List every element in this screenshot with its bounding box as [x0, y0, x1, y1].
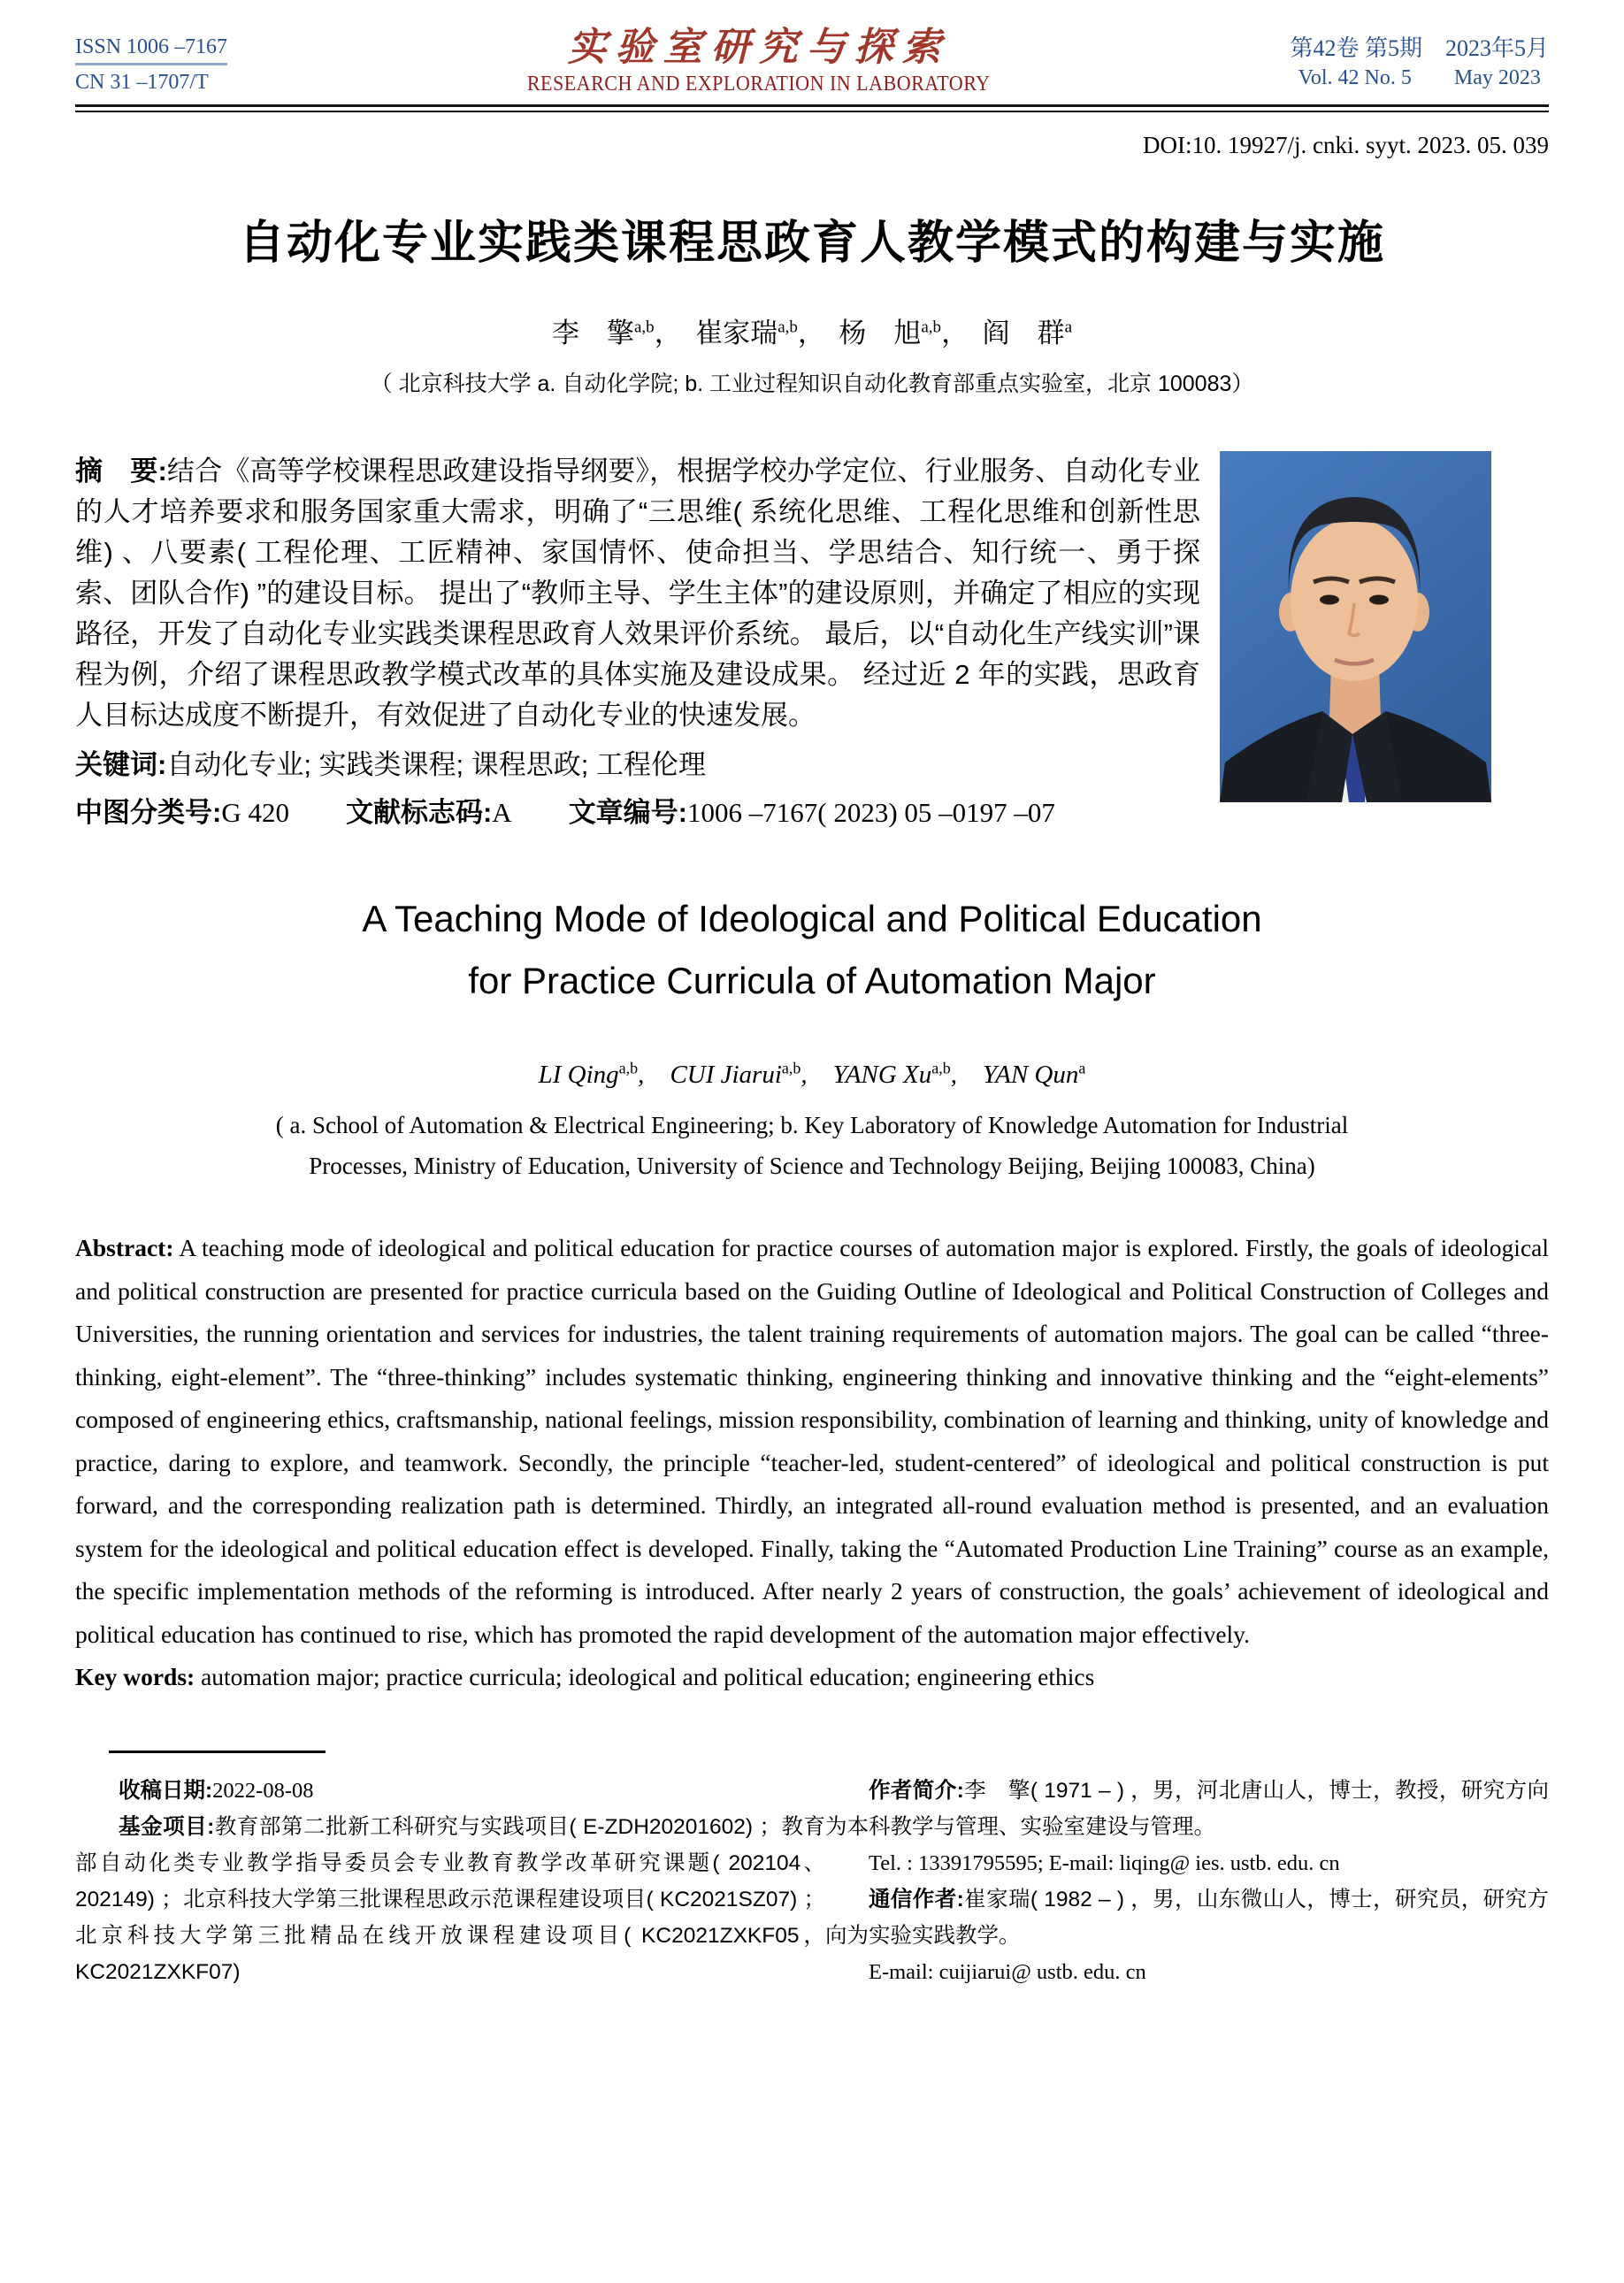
author-separator: , — [638, 1061, 670, 1089]
author-name-en: YANG Xu$^{a,b}$, — [832, 1059, 984, 1089]
corresponding-email-value: E-mail: cuijiarui@ ustb. edu. cn — [869, 1959, 1146, 1984]
author-separator: , — [801, 1061, 833, 1089]
abstract-label-chinese: 摘 要: — [75, 456, 167, 486]
classification-line — [75, 793, 1200, 833]
person-eye-right — [1369, 595, 1389, 605]
tel-email-line — [825, 1845, 1549, 1881]
article-id-label: 文章编号: — [568, 797, 688, 828]
issn-block — [75, 27, 227, 96]
article-id-value: 1006 –7167( 2023) 05 –0197 –07 — [687, 797, 1055, 828]
title-english-line2: for Practice Curricula of Automation Major — [468, 960, 1156, 1001]
article-title-chinese: 自动化专业实践类课程思政育人教学模式的构建与实施 — [238, 218, 1385, 269]
person-face — [1291, 518, 1418, 681]
corresponding-email-line — [825, 1954, 1549, 1990]
author-affil-sup: a,b — [778, 318, 798, 337]
title-english-line1: A Teaching Mode of Ideological and Political Education — [362, 898, 1262, 939]
doc-code-label: 文献标志码: — [345, 797, 493, 828]
author-affil-sup: a,b — [781, 1059, 801, 1077]
fund-project-line — [75, 1809, 825, 1990]
issn-number: ISSN 1006 –7167 — [75, 34, 227, 65]
issue-block — [1290, 27, 1549, 92]
abstract-section-chinese — [75, 451, 1549, 833]
author-separator: ， — [654, 318, 696, 349]
abstract-paragraph-english: Abstract: A teaching mode of ideological and political education for practice courses of automation major is explored. Firstly, the goals of ideological and political construction are presented for practice curricula based on the Guiding Outline of Ideological and Political Construction of Colleges and Universities, the running orientation and services for industries, the talent training requirements of automation majors. The goal can be called “three-thinking, eight-element”. The “three-thinking” includes systematic thinking, engineering thinking and innovative thinking and the “eight-elements” composed of engineering ethics, craftsmanship, national feelings, mission responsibility, combination of learning and thinking, unity of knowledge and practice, daring to explore, and teamwork. Secondly, the principle “teacher-led, student-centered” of ideological and political construction is put forward, and the corresponding realization path is determined. Thirdly, an integrated all-round evaluation method is presented, and an evaluation system for the ideological and political education effect is developed. Finally, taking the “Automated Production Line Training” course as an example, the specific implementation methods of the reforming is introduced. After nearly 2 years of construction, the goals’ achievement of ideological and political education has continued to rise, which has promoted the rapid development of the automation major effectively. — [75, 1234, 1549, 1648]
author-name: 杨 旭$^{a,b}$， — [839, 318, 983, 349]
author-name: 阎 群$^a$ — [982, 318, 1072, 349]
received-date-line — [75, 1773, 825, 1809]
journal-title-block — [227, 27, 1290, 99]
cn-number: CN 31 –1707/T — [75, 71, 209, 94]
footnote-right-column — [825, 1773, 1549, 1990]
keywords-line-chinese — [75, 745, 1200, 785]
author-name-en: YAN Qun$^a$ — [983, 1059, 1086, 1089]
keywords-label-chinese: 关键词: — [75, 749, 167, 780]
authors-english — [75, 1054, 1549, 1091]
author-affil-sup: a — [1064, 318, 1072, 337]
issue-info-english: Vol. 42 No. 5 May 2023 — [1298, 66, 1541, 89]
author-name-en: CUI Jiarui$^{a,b}$, — [670, 1059, 833, 1089]
received-date-label: 收稿日期: — [119, 1778, 213, 1803]
affiliation-english — [75, 1105, 1549, 1186]
affiliation-english-line2: Processes, Ministry of Education, University of Science and Technology Beijing, Beijing 100083, China) — [309, 1153, 1315, 1179]
affiliation-chinese: （ 北京科技大学 a. 自动化学院; b. 工业过程知识自动化教育部重点实验室，北京 100083） — [370, 372, 1254, 396]
fund-project-label: 基金项目: — [119, 1814, 215, 1839]
journal-title-chinese: 实验室研究与探索 — [567, 25, 950, 70]
corresponding-author-line — [825, 1881, 1549, 1954]
affiliation-english-line1: ( a. School of Automation & Electrical Engineering; b. Key Laboratory of Knowledge Automation for Industrial — [275, 1112, 1349, 1138]
article-title-english — [75, 888, 1549, 1012]
author-name: 崔家瑞$^{a,b}$， — [695, 318, 839, 349]
issue-info-chinese: 第42卷 第5期 2023年5月 — [1290, 35, 1549, 61]
footnote-section — [75, 1751, 1549, 1990]
author-name: 李 擎$^{a,b}$， — [552, 318, 696, 349]
abstract-label-english: Abstract: — [75, 1234, 174, 1261]
journal-header — [75, 27, 1549, 99]
author-affil-sup: a,b — [921, 318, 942, 337]
keywords-text-chinese: 自动化专业; 实践类课程; 课程思政; 工程伦理 — [166, 749, 707, 780]
journal-title-english: RESEARCH AND EXPLORATION IN LABORATORY — [526, 73, 991, 96]
fund-project-value: 教育部第二批新工科研究与实践项目( E-ZDH20201602) ；教育部自动化类专业教学指导委员会专业教育教学改革研究课题( 202104、202149) ；北京科技大学第三批课程思政示范课程建设项目( KC2021SZ07) ；北京科技大学第三批精品在线开放课程建设项目( KC2021ZXKF05，KC2021ZXKF07) — [75, 1814, 825, 1984]
footnote-columns — [75, 1773, 1549, 1990]
header-divider — [75, 104, 1549, 112]
doc-code-value: A — [492, 797, 512, 828]
footnote-divider — [109, 1751, 326, 1753]
corresponding-author-value: 崔家瑞( 1982 – ) ，男，山东微山人，博士，研究员，研究方向为实验实践教学。 — [825, 1887, 1549, 1948]
author-name-en: LI Qing$^{a,b}$, — [538, 1059, 670, 1089]
author-affil-sup: a,b — [618, 1059, 639, 1077]
clc-label: 中图分类号: — [75, 797, 222, 828]
keywords-text-english: automation major; practice curricula; ideological and political education; engineering ethics — [195, 1663, 1095, 1690]
author-bio-value: 李 擎( 1971 – ) ，男，河北唐山人，博士，教授，研究方向为本科教学与管理、实验室建设与管理。 — [825, 1778, 1549, 1839]
abstract-paragraph-chinese: 摘 要:结合《高等学校课程思政建设指导纲要》，根据学校办学定位、行业服务、自动化专业的人才培养要求和服务国家重大需求，明确了“三思维( 系统化思维、工程化思维和创新性思维) 、八要素( 工程伦理、工匠精神、家国情怀、使命担当、学思结合、知行统一、勇于探索、团队合作) ”的建设目标。 提出了“教师主导、学生主体”的建设原则，并确定了相应的实现路径，开发了自动化专业实践类课程思政育人效果评价系统。 最后，以“自动化生产线实训”课程为例，介绍了课程思政教学模式改革的具体实施及建设成果。 经过近 2 年的实践，思政育人目标达成度不断提升，有效促进了自动化专业的快速发展。 — [75, 456, 1200, 731]
keywords-line-english — [75, 1656, 1549, 1699]
footnote-left-column — [75, 1773, 825, 1990]
tel-email-value: Tel. : 13391795595; E-mail: liqing@ ies. ustb. edu. cn — [869, 1850, 1340, 1875]
abstract-column — [75, 451, 1200, 833]
person-eye-left — [1320, 595, 1339, 605]
received-date-value: 2022-08-08 — [212, 1778, 314, 1803]
doi: DOI:10. 19927/j. cnki. syyt. 2023. 05. 039 — [1143, 132, 1549, 158]
author-photo — [1220, 451, 1491, 802]
author-affil-sup: a,b — [931, 1059, 951, 1077]
clc-value: G 420 — [221, 797, 289, 828]
author-photo-image — [1220, 451, 1491, 802]
author-separator: ， — [941, 318, 983, 349]
author-bio-line — [825, 1773, 1549, 1845]
authors-chinese — [75, 310, 1549, 350]
author-affil-sup: a,b — [634, 318, 655, 337]
corresponding-author-label: 通信作者: — [869, 1887, 964, 1911]
author-separator: ， — [797, 318, 839, 349]
keywords-label-english: Key words: — [75, 1663, 195, 1690]
author-separator: , — [950, 1061, 984, 1089]
author-affil-sup: a — [1078, 1059, 1086, 1077]
author-bio-label: 作者简介: — [869, 1778, 964, 1803]
